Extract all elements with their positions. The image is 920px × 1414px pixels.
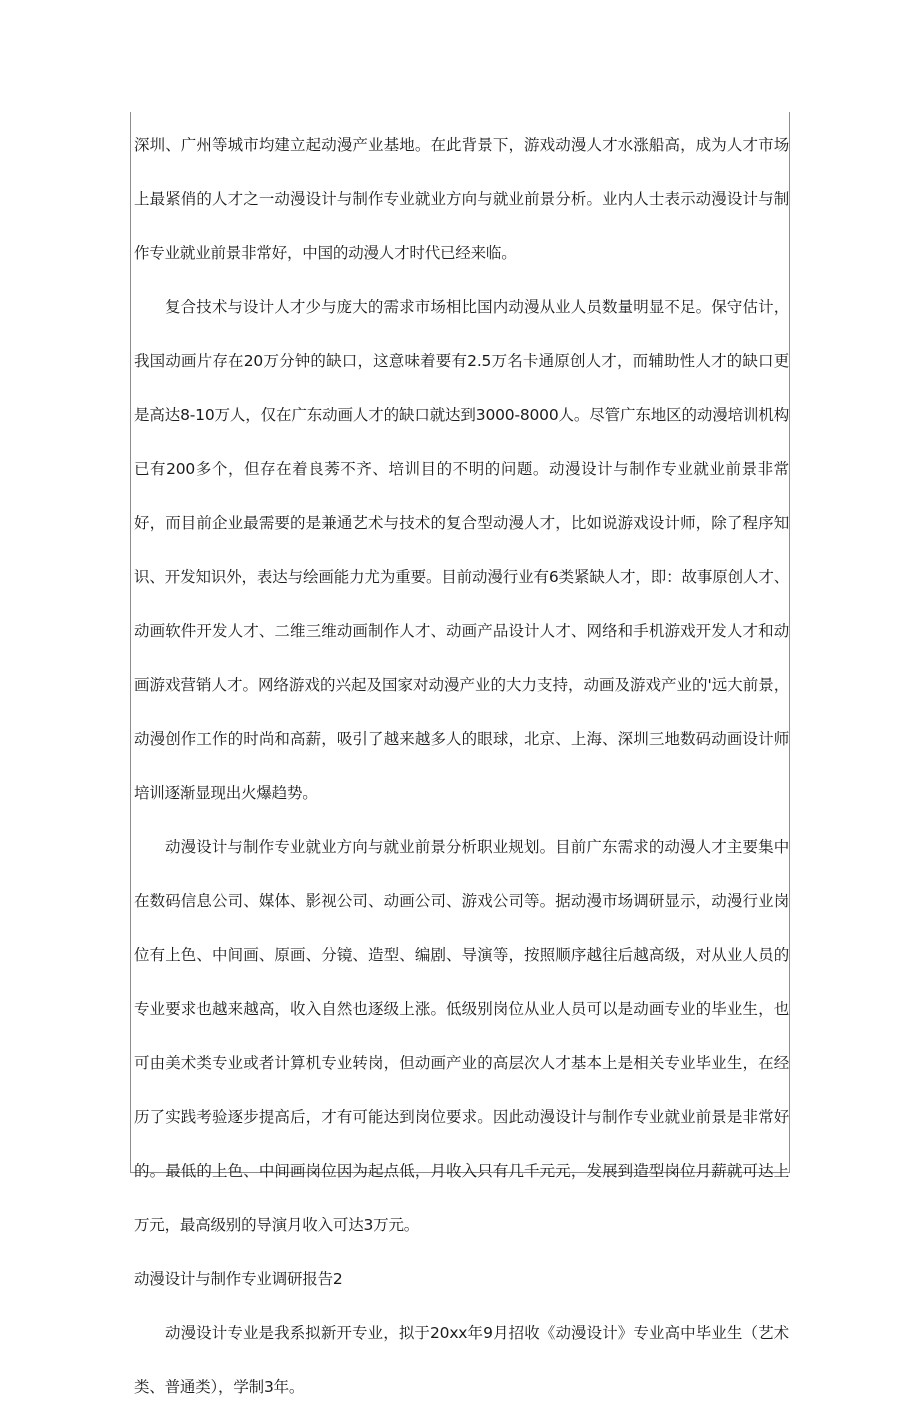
paragraph-industry-bases: 深圳、广州等城市均建立起动漫产业基地。在此背景下，游戏动漫人才水涨船高，成为人才市场上最紧俏的人才之一动漫设计与制作专业就业方向与就业前景分析。业内人士表示动漫设计与制作专业就业前景非常好，中国的动漫人才时代已经来临。 [134, 136, 789, 262]
paragraph-career-planning: 动漫设计与制作专业就业方向与就业前景分析职业规划。目前广东需求的动漫人才主要集中在数码信息公司、媒体、影视公司、动画公司、游戏公司等。据动漫市场调研显示，动漫行业岗位有上色、中间画、原画、分镜、造型、编剧、导演等，按照顺序越往后越高级，对从业人员的专业要求也越来越高，收入自然也逐级上涨。低级别岗位从业人员可以是动画专业的毕业生，也可由美术类专业或者计算机专业转岗，但动画产业的高层次人才基本上是相关专业毕业生，在经历了实践考验逐步提高后，才有可能达到岗位要求。因此动漫设计与制作专业就业前景是非常好的。最低的上色、中间画岗位因为起点低，月收入只有几千元元，发展到造型岗位月薪就可达上万元，最高级别的导演月收入可达3万元。 [134, 838, 789, 1234]
document-body [134, 118, 789, 1414]
paragraph-new-major: 动漫设计专业是我系拟新开专业，拟于20xx年9月招收《动漫设计》专业高中毕业生（艺术类、普通类），学制3年。 [134, 1324, 789, 1396]
section-heading: 动漫设计与制作专业调研报告2 [134, 1270, 343, 1288]
paragraph-talent-shortage: 复合技术与设计人才少与庞大的需求市场相比国内动漫从业人员数量明显不足。保守估计，我国动画片存在20万分钟的缺口，这意味着要有2.5万名卡通原创人才，而辅助性人才的缺口更是高达8-10万人，仅在广东动画人才的缺口就达到3000-8000人。尽管广东地区的动漫培训机构已有200多个，但存在着良莠不齐、培训目的不明的问题。动漫设计与制作专业就业前景非常好，而目前企业最需要的是兼通艺术与技术的复合型动漫人才，比如说游戏设计师，除了程序知识、开发知识外，表达与绘画能力尤为重要。目前动漫行业有6类紧缺人才，即：故事原创人才、动画软件开发人才、二维三维动画制作人才、动画产品设计人才、网络和手机游戏开发人才和动画游戏营销人才。网络游戏的兴起及国家对动漫产业的大力支持，动画及游戏产业的'远大前景，动漫创作工作的时尚和高薪，吸引了越来越多人的眼球，北京、上海、深圳三地数码动画设计师培训逐渐显现出火爆趋势。 [134, 298, 789, 802]
